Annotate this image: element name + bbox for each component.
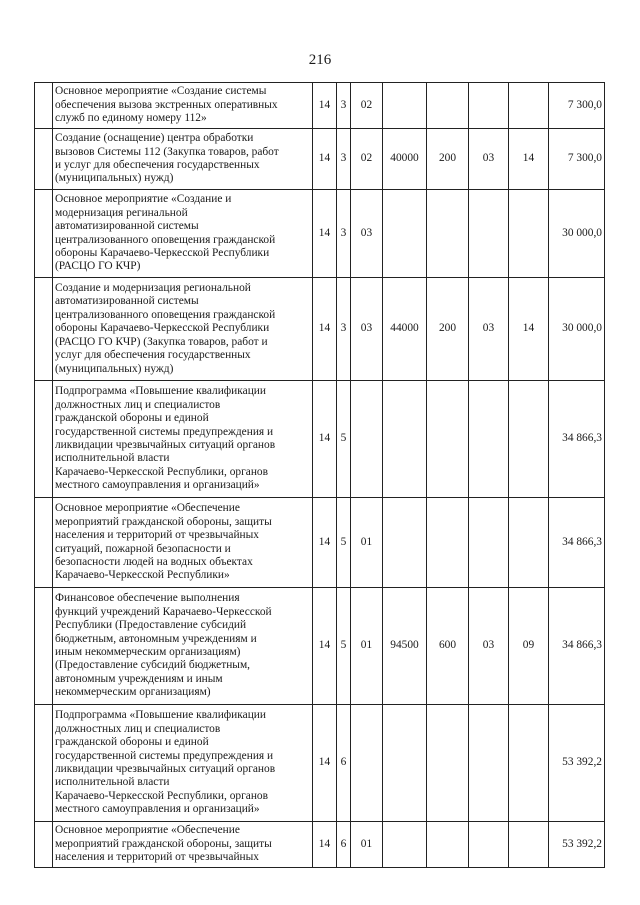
code-cell: 14	[313, 129, 337, 190]
code-cell: 02	[351, 83, 383, 129]
code-cell: 14	[313, 705, 337, 822]
code-cell	[509, 822, 549, 868]
sum-cell: 53 392,2	[549, 705, 605, 822]
page-number: 216	[308, 52, 332, 68]
row-name-cell: Создание и модернизация региональной автоматизированной системы централизованного оповещения гражданской обороны Карачаево-Черкесской Республики (РАСЦО ГО КЧР) (Закупка товаров, работ и услуг для обеспечения государственных (муниципальных) нужд)	[53, 278, 313, 381]
row-name-cell: Подпрограмма «Повышение квалификации должностных лиц и специалистов гражданской обороны и единой государственной системы предупреждения и ликвидации чрезвычайных ситуаций органов исполнительной власти Карачаево-Черкесской Республики, органов местного самоуправления и организаций»	[53, 381, 313, 498]
row-marker-cell	[35, 705, 53, 822]
code-cell: 03	[469, 588, 509, 705]
code-cell: 03	[351, 278, 383, 381]
row-name-cell: Основное мероприятие «Создание и модернизация регинальной автоматизированной системы централизованного оповещения гражданской обороны Карачаево-Черкесской Республики (РАСЦО ГО КЧР)	[53, 190, 313, 278]
code-cell	[509, 498, 549, 588]
code-cell	[427, 190, 469, 278]
code-cell	[427, 83, 469, 129]
code-cell: 3	[337, 129, 351, 190]
code-cell: 14	[313, 83, 337, 129]
table-row	[35, 83, 605, 129]
code-cell: 3	[337, 278, 351, 381]
sum-cell: 7 300,0	[549, 83, 605, 129]
code-cell: 600	[427, 588, 469, 705]
table-row	[35, 190, 605, 278]
code-cell: 14	[313, 278, 337, 381]
row-marker-cell	[35, 278, 53, 381]
table-row	[35, 381, 605, 498]
code-cell: 03	[469, 129, 509, 190]
table-row	[35, 278, 605, 381]
code-cell: 03	[351, 190, 383, 278]
code-cell: 14	[313, 822, 337, 868]
row-marker-cell	[35, 588, 53, 705]
code-cell: 6	[337, 705, 351, 822]
sum-cell: 34 866,3	[549, 588, 605, 705]
code-cell: 3	[337, 83, 351, 129]
sum-cell: 30 000,0	[549, 190, 605, 278]
table-row	[35, 588, 605, 705]
code-cell: 44000	[383, 278, 427, 381]
code-cell: 03	[469, 278, 509, 381]
code-cell: 14	[313, 190, 337, 278]
code-cell	[469, 822, 509, 868]
budget-table	[34, 82, 605, 868]
code-cell	[351, 705, 383, 822]
row-marker-cell	[35, 83, 53, 129]
row-name-cell: Основное мероприятие «Обеспечение мероприятий гражданской обороны, защиты населения и территорий от чрезвычайных ситуаций, пожарной безопасности и безопасности людей на водных объектах Карачаево-Черкесской Республики»	[53, 498, 313, 588]
code-cell	[469, 381, 509, 498]
code-cell	[509, 705, 549, 822]
code-cell: 3	[337, 190, 351, 278]
code-cell: 14	[313, 381, 337, 498]
code-cell: 02	[351, 129, 383, 190]
row-name-cell: Подпрограмма «Повышение квалификации должностных лиц и специалистов гражданской обороны и единой государственной системы предупреждения и ликвидации чрезвычайных ситуаций органов исполнительной власти Карачаево-Черкесской Республики, органов местного самоуправления и организаций»	[53, 705, 313, 822]
code-cell	[469, 190, 509, 278]
code-cell	[427, 822, 469, 868]
row-marker-cell	[35, 822, 53, 868]
table-row	[35, 705, 605, 822]
sum-cell: 7 300,0	[549, 129, 605, 190]
code-cell: 40000	[383, 129, 427, 190]
row-marker-cell	[35, 381, 53, 498]
code-cell	[383, 498, 427, 588]
code-cell	[509, 83, 549, 129]
code-cell	[469, 498, 509, 588]
code-cell	[509, 381, 549, 498]
row-name-cell: Создание (оснащение) центра обработки вызовов Системы 112 (Закупка товаров, работ и услуг для обеспечения государственных (муниципальных) нужд)	[53, 129, 313, 190]
code-cell: 14	[509, 278, 549, 381]
code-cell	[469, 83, 509, 129]
code-cell	[427, 381, 469, 498]
table-row	[35, 129, 605, 190]
sum-cell: 30 000,0	[549, 278, 605, 381]
code-cell: 94500	[383, 588, 427, 705]
code-cell: 5	[337, 588, 351, 705]
code-cell: 6	[337, 822, 351, 868]
code-cell	[383, 190, 427, 278]
code-cell	[509, 190, 549, 278]
table-row	[35, 498, 605, 588]
code-cell	[427, 498, 469, 588]
code-cell	[469, 705, 509, 822]
code-cell: 09	[509, 588, 549, 705]
code-cell: 01	[351, 588, 383, 705]
code-cell	[383, 705, 427, 822]
row-name-cell: Финансовое обеспечение выполнения функций учреждений Карачаево-Черкесской Республики (Предоставление субсидий бюджетным, автономным учреждениям и иным некоммерческим организациям) (Предоставление субсидий бюджетным, автономным учреждениям и иным некоммерческим организациям)	[53, 588, 313, 705]
row-name-cell: Основное мероприятие «Обеспечение мероприятий гражданской обороны, защиты населения и территорий от чрезвычайных	[53, 822, 313, 868]
code-cell: 14	[509, 129, 549, 190]
sum-cell: 34 866,3	[549, 381, 605, 498]
code-cell: 14	[313, 498, 337, 588]
code-cell: 01	[351, 498, 383, 588]
row-marker-cell	[35, 190, 53, 278]
code-cell	[383, 822, 427, 868]
code-cell	[383, 83, 427, 129]
sum-cell: 53 392,2	[549, 822, 605, 868]
row-marker-cell	[35, 129, 53, 190]
code-cell: 5	[337, 498, 351, 588]
row-name-cell: Основное мероприятие «Создание системы обеспечения вызова экстренных оперативных служб по единому номеру 112»	[53, 83, 313, 129]
table-row	[35, 822, 605, 868]
code-cell	[427, 705, 469, 822]
code-cell	[383, 381, 427, 498]
code-cell: 01	[351, 822, 383, 868]
code-cell: 14	[313, 588, 337, 705]
row-marker-cell	[35, 498, 53, 588]
code-cell: 5	[337, 381, 351, 498]
sum-cell: 34 866,3	[549, 498, 605, 588]
code-cell: 200	[427, 278, 469, 381]
code-cell: 200	[427, 129, 469, 190]
code-cell	[351, 381, 383, 498]
